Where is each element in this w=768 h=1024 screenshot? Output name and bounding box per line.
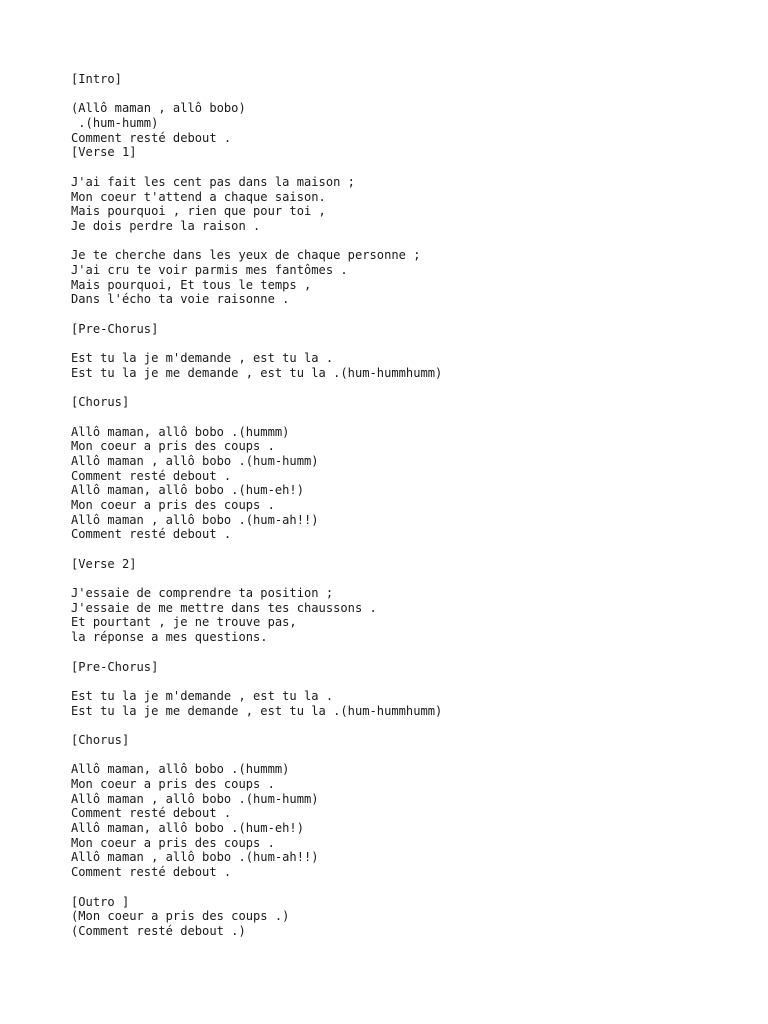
blank-line	[71, 410, 751, 425]
lyric-line: .(hum-humm)	[71, 116, 159, 131]
lyric-line: Allô maman , allô bobo .(hum-ah!!)	[71, 512, 319, 527]
lyric-line: Est tu la je m'demande , est tu la .	[71, 688, 334, 703]
lyric-line: Allô maman , allô bobo .(hum-humm)	[71, 791, 319, 806]
lyric-line: (Comment resté debout .)	[71, 923, 246, 938]
lyric-line: Je dois perdre la raison .	[71, 218, 261, 233]
lyric-line: Mon coeur a pris des coups .	[71, 439, 275, 454]
lyric-line: Mais pourquoi , rien que pour toi ,	[71, 204, 326, 219]
lyric-line: Allô maman , allô bobo .(hum-humm)	[71, 453, 319, 468]
lyric-line: Allô maman, allô bobo .(hum-eh!)	[71, 483, 304, 498]
lyric-line: Mais pourquoi, Et tous le temps ,	[71, 277, 312, 292]
blank-line	[71, 307, 751, 322]
section-heading: [Outro ]	[71, 894, 130, 909]
lyric-line: Comment resté debout .	[71, 865, 232, 880]
section-heading: [Pre-Chorus]	[71, 659, 159, 674]
section-heading: [Pre-Chorus]	[71, 321, 159, 336]
lyric-line: (Mon coeur a pris des coups .)	[71, 909, 290, 924]
section-heading: [Verse 2]	[71, 556, 137, 571]
blank-line	[71, 674, 751, 689]
section-heading: [Verse 1]	[71, 145, 137, 160]
blank-line	[71, 571, 751, 586]
lyric-line: Est tu la je me demande , est tu la .(hum-hummhumm)	[71, 703, 443, 718]
lyric-line: Est tu la je m'demande , est tu la .	[71, 351, 334, 366]
lyric-line: Allô maman, allô bobo .(hummm)	[71, 762, 290, 777]
blank-line	[71, 160, 751, 175]
lyric-line: (Allô maman , allô bobo)	[71, 101, 246, 116]
blank-line	[71, 380, 751, 395]
lyric-line: Et pourtant , je ne trouve pas,	[71, 615, 297, 630]
lyric-line: J'essaie de me mettre dans tes chaussons .	[71, 600, 377, 615]
lyric-line: la réponse a mes questions.	[71, 630, 268, 645]
lyric-line: J'ai fait les cent pas dans la maison ;	[71, 174, 355, 189]
lyric-line: Comment resté debout .	[71, 806, 232, 821]
section-heading: [Intro]	[71, 72, 122, 86]
lyric-line: Je te cherche dans les yeux de chaque personne ;	[71, 248, 421, 263]
lyric-line: Comment resté debout .	[71, 130, 232, 145]
blank-line	[71, 718, 751, 733]
lyric-line: Allô maman , allô bobo .(hum-ah!!)	[71, 850, 319, 865]
blank-line	[71, 87, 751, 102]
blank-line	[71, 880, 751, 895]
lyrics-document	[71, 72, 751, 939]
lyric-line: Mon coeur t'attend a chaque saison.	[71, 189, 326, 204]
lyric-line: Mon coeur a pris des coups .	[71, 777, 275, 791]
lyric-line: Allô maman, allô bobo .(hummm)	[71, 424, 290, 439]
blank-line	[71, 336, 751, 351]
section-heading: [Chorus]	[71, 732, 130, 747]
lyric-line: Mon coeur a pris des coups .	[71, 497, 275, 512]
blank-line	[71, 645, 751, 660]
lyric-line: J'essaie de comprendre ta position ;	[71, 586, 334, 601]
blank-line	[71, 234, 751, 249]
lyric-line: Comment resté debout .	[71, 468, 232, 483]
section-heading: [Chorus]	[71, 395, 130, 410]
lyric-line: Est tu la je me demande , est tu la .(hum-hummhumm)	[71, 365, 443, 380]
blank-line	[71, 748, 751, 763]
lyric-line: Allô maman, allô bobo .(hum-eh!)	[71, 821, 304, 836]
lyric-line: J'ai cru te voir parmis mes fantômes .	[71, 262, 348, 277]
lyric-line: Dans l'écho ta voie raisonne .	[71, 292, 290, 307]
lyric-line: Comment resté debout .	[71, 527, 232, 542]
blank-line	[71, 542, 751, 557]
lyric-line: Mon coeur a pris des coups .	[71, 835, 275, 850]
